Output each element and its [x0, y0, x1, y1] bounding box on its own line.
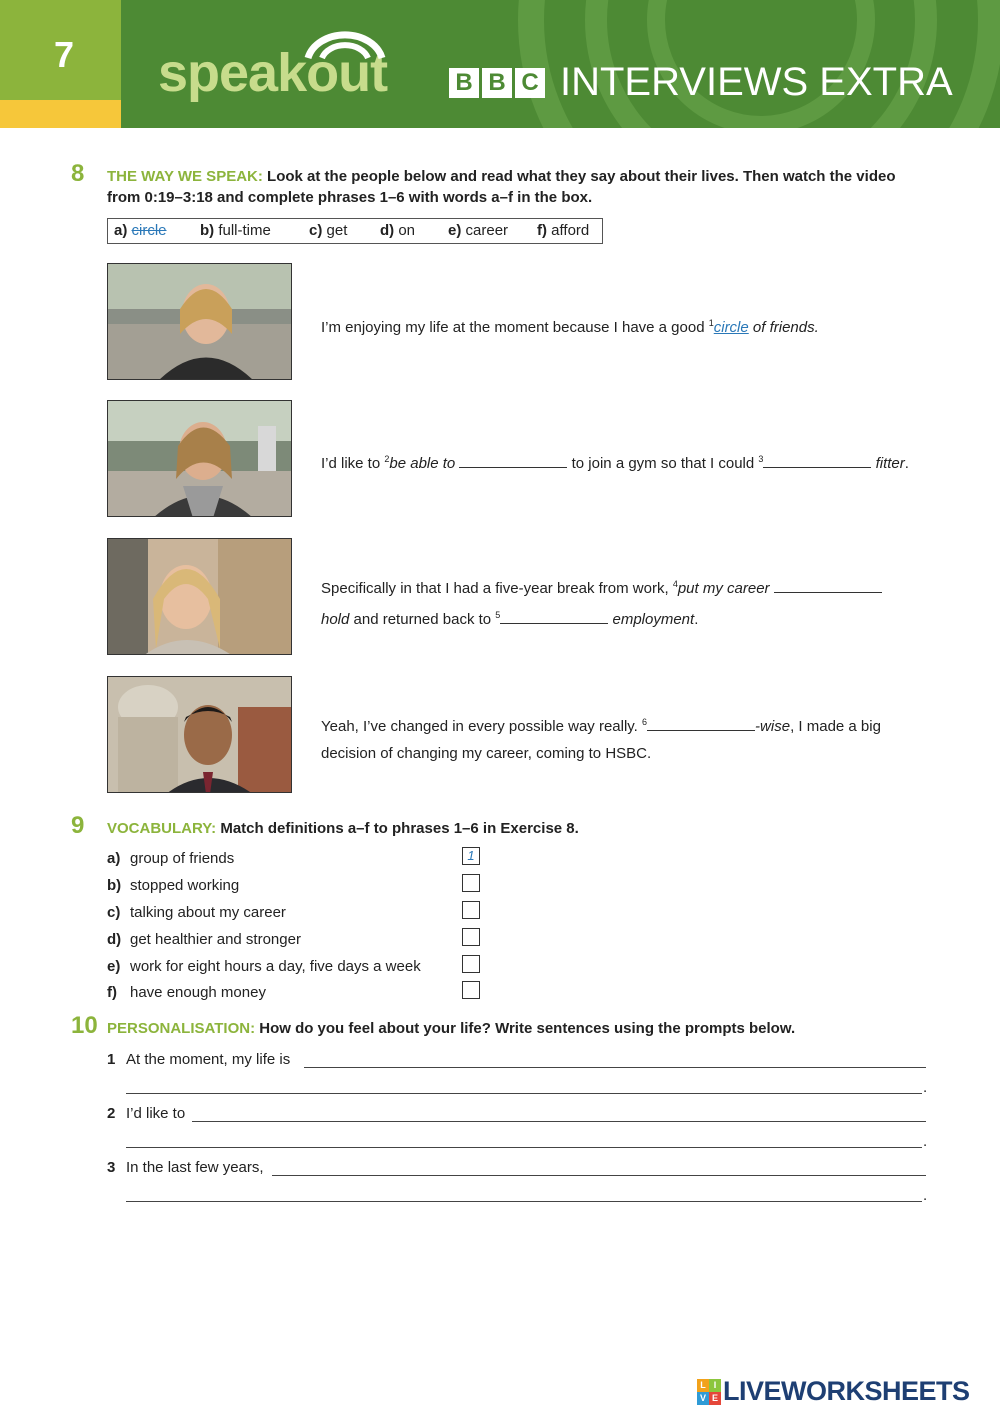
exercise-8-instruction: THE WAY WE SPEAK: Look at the people below and read what they say about their lives. Then watch the video from 0:19–3:18 and complete phrases 1–6 with words a–f in the box.	[107, 168, 896, 206]
word-box-item: b) full-time	[200, 222, 271, 239]
answer-box[interactable]: 1	[462, 847, 480, 865]
unit-number: 7	[54, 34, 75, 75]
prompt-2: 2 I’d like to	[107, 1105, 186, 1122]
blank-5[interactable]	[500, 609, 608, 624]
bbc-logo: B B C	[449, 68, 545, 98]
exercise-8-number: 8	[71, 160, 85, 187]
interviewee-photo-4	[107, 676, 292, 793]
header-title: INTERVIEWS EXTRA	[560, 60, 953, 104]
interviewee-photo-2	[107, 400, 292, 517]
answer-box[interactable]	[462, 901, 480, 919]
write-line[interactable]	[126, 1147, 922, 1148]
word-box-item: c) get	[309, 222, 348, 239]
blank-2[interactable]	[459, 453, 567, 468]
definition-item: a) group of friends	[107, 850, 235, 867]
blank-6[interactable]	[647, 716, 755, 731]
prompt-1: 1 At the moment, my life is	[107, 1051, 291, 1068]
answer-1[interactable]: circle	[713, 319, 749, 336]
wifi-arc-icon	[300, 24, 390, 64]
page-header	[0, 0, 1000, 128]
write-line[interactable]	[272, 1175, 926, 1176]
exercise-9-instruction: VOCABULARY: Match definitions a–f to phrases 1–6 in Exercise 8.	[107, 820, 579, 837]
word-box-item: f) afford	[537, 222, 590, 239]
blank-3[interactable]	[763, 453, 871, 468]
write-line[interactable]	[304, 1067, 926, 1068]
definition-item: f) have enough money	[107, 984, 266, 1001]
word-box-item: d) on	[380, 222, 416, 239]
prompt-3: 3 In the last few years,	[107, 1159, 264, 1176]
write-line[interactable]	[126, 1093, 922, 1094]
answer-box[interactable]	[462, 874, 480, 892]
unit-badge-stripe	[0, 100, 121, 128]
sentence-4: Yeah, I’ve changed in every possible way really. $^6$ -wise, I made a big decision of changing my career, coming to HSBC.	[321, 717, 881, 762]
write-line[interactable]	[192, 1121, 926, 1122]
write-line[interactable]	[126, 1201, 922, 1202]
definition-item: d) get healthier and stronger	[107, 931, 301, 948]
interviewee-photo-1	[107, 263, 292, 380]
liveworksheets-logo	[697, 1376, 970, 1407]
word-box-item: e) career	[448, 222, 509, 239]
sentence-2: I’d like to $^2$be able to to join a gym so that I could $^3$ fitter.	[321, 454, 909, 472]
definition-item: c) talking about my career	[107, 904, 286, 921]
word-box-item: a) circle	[114, 222, 167, 239]
definition-item: e) work for eight hours a day, five days a week	[107, 958, 421, 975]
definition-item: b) stopped working	[107, 877, 240, 894]
answer-box[interactable]	[462, 928, 480, 946]
blank-4[interactable]	[774, 578, 882, 593]
speakout-logo: speakout	[158, 43, 388, 103]
exercise-9-number: 9	[71, 812, 85, 839]
interviewee-photo-3	[107, 538, 292, 655]
exercise-10-instruction: PERSONALISATION: How do you feel about your life? Write sentences using the prompts below.	[107, 1020, 796, 1037]
sentence-3: Specifically in that I had a five-year break from work, $^4$put my career hold and returned back to $^5$ employment.	[321, 571, 882, 633]
liveworksheets-brand: LIVEWORKSHEETS	[723, 1376, 970, 1406]
sentence-1: I’m enjoying my life at the moment because I have a good $^1$circle of friends.	[321, 318, 819, 336]
answer-box[interactable]	[462, 955, 480, 973]
answer-box[interactable]	[462, 981, 480, 999]
word-box	[107, 218, 603, 244]
liveworksheets-icon: L I V E	[697, 1379, 721, 1405]
exercise-10-number: 10	[71, 1012, 98, 1039]
